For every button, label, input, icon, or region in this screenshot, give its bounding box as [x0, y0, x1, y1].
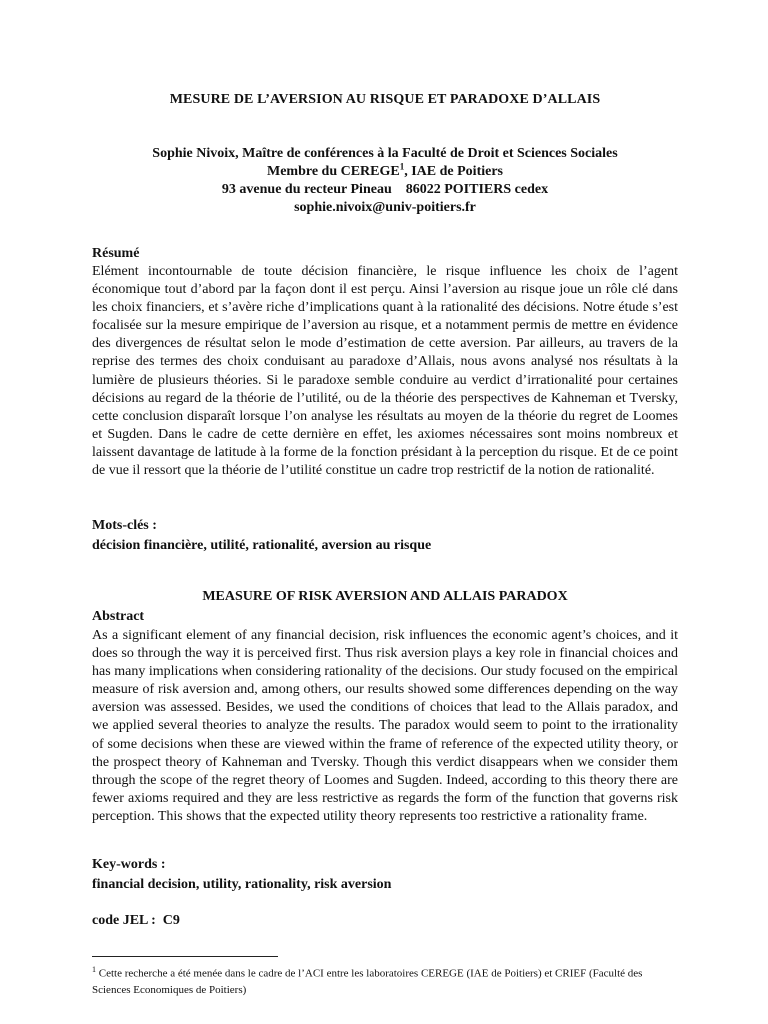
author-lab-school: , IAE de Poitiers	[404, 164, 503, 179]
author-affiliation: Sophie Nivoix, Maître de conférences à la Faculté de Droit et Sciences Sociales	[152, 146, 618, 161]
footnote-divider	[92, 956, 278, 957]
author-block	[92, 145, 678, 217]
french-keywords-label: Mots-clés :	[92, 518, 157, 533]
resume-text: Elément incontournable de toute décision financière, le risque influence les choix de l’agent économique tout d’abord par la façon dont il est perçu. Ainsi l’aversion au risque joue un rôle clé dans les choix financiers, et s’avère riche d’implications quant à la rationalité des décisions. Notre étude s’est focalisée sur la mesure empirique de l’aversion au risque, et a notamment permis de mettre en évidence des divergences de résultat selon le mode d’estimation de cette aversion. Par ailleurs, au travers de la reprise des termes des choix conduisant au paradoxe d’Allais, nous avons analysé nos résultats à la lumière de plusieurs théories. Si le paradoxe semble conduire au verdict d’irrationalité pour certaines décisions au regard de la théorie de l’utilité, ou de la théorie des perspectives de Kahneman et Tversky, cette conclusion disparaît lorsque l’on analyse les résultats au moyen de la théorie du regret de Loomes et Sugden. Dans le cadre de cette dernière en effet, les axiomes nécessaires sont moins nombreux et laissent davantage de latitude à la forme de la fonction présidant à la perception du risque. Et de ce point de vue il ressort que la théorie de l’utilité constitue un cadre trop restrictif de la notion de rationalité.	[92, 264, 678, 479]
author-email[interactable]: sophie.nivoix@univ-poitiers.fr	[294, 200, 476, 215]
english-keywords: financial decision, utility, rationality, risk aversion	[92, 877, 392, 892]
footnote	[92, 962, 678, 998]
footnote-text: Cette recherche a été menée dans le cadre de l’ACI entre les laboratoires CEREGE (IAE de Poitiers) et CRIEF (Faculté des Sciences Economiques de Poitiers)	[92, 967, 643, 996]
footnote-marker: 1	[92, 965, 96, 974]
jel-code: code JEL : C9	[92, 913, 180, 928]
author-lab	[92, 163, 678, 181]
abstract-heading: Abstract	[92, 609, 145, 624]
english-title: MEASURE OF RISK AVERSION AND ALLAIS PARADOX	[202, 589, 568, 604]
author-address: 93 avenue du recteur Pineau 86022 POITIERS cedex	[221, 182, 549, 197]
resume-heading: Résumé	[92, 246, 140, 261]
author-lab-name: Membre du CEREGE	[266, 164, 400, 179]
english-keywords-label: Key-words :	[92, 857, 166, 872]
french-keywords: décision financière, utilité, rationalité, aversion au risque	[92, 538, 432, 553]
paper-title: MESURE DE L’AVERSION AU RISQUE ET PARADOXE D’ALLAIS	[169, 92, 601, 107]
abstract-text: As a significant element of any financial decision, risk influences the economic agent’s choices, and it does so through the way it is perceived first. Thus risk aversion plays a key role in financial choices and has many implications when considering rationality of the decisions. Our study focused on the empirical measure of risk aversion and, among others, our results showed some differences depending on the way aversion was assessed. Besides, we used the conditions of choices that lead to the Allais paradox, and we applied several theories to analyze the results. The paradox would seem to point to the irrationality of some decisions when these are viewed within the frame of reference of the expected utility theory, or the prospect theory of Kahneman and Tversky. Though this verdict disappears when we consider them through the scope of the regret theory of Loomes and Sugden. Indeed, according to this theory there are fewer axioms required and they are less restrictive as regards the form of the function that governs risk perception. This shows that the expected utility theory represents too restrictive a rationality frame.	[92, 628, 678, 824]
footnote-ref: 1	[399, 161, 405, 172]
